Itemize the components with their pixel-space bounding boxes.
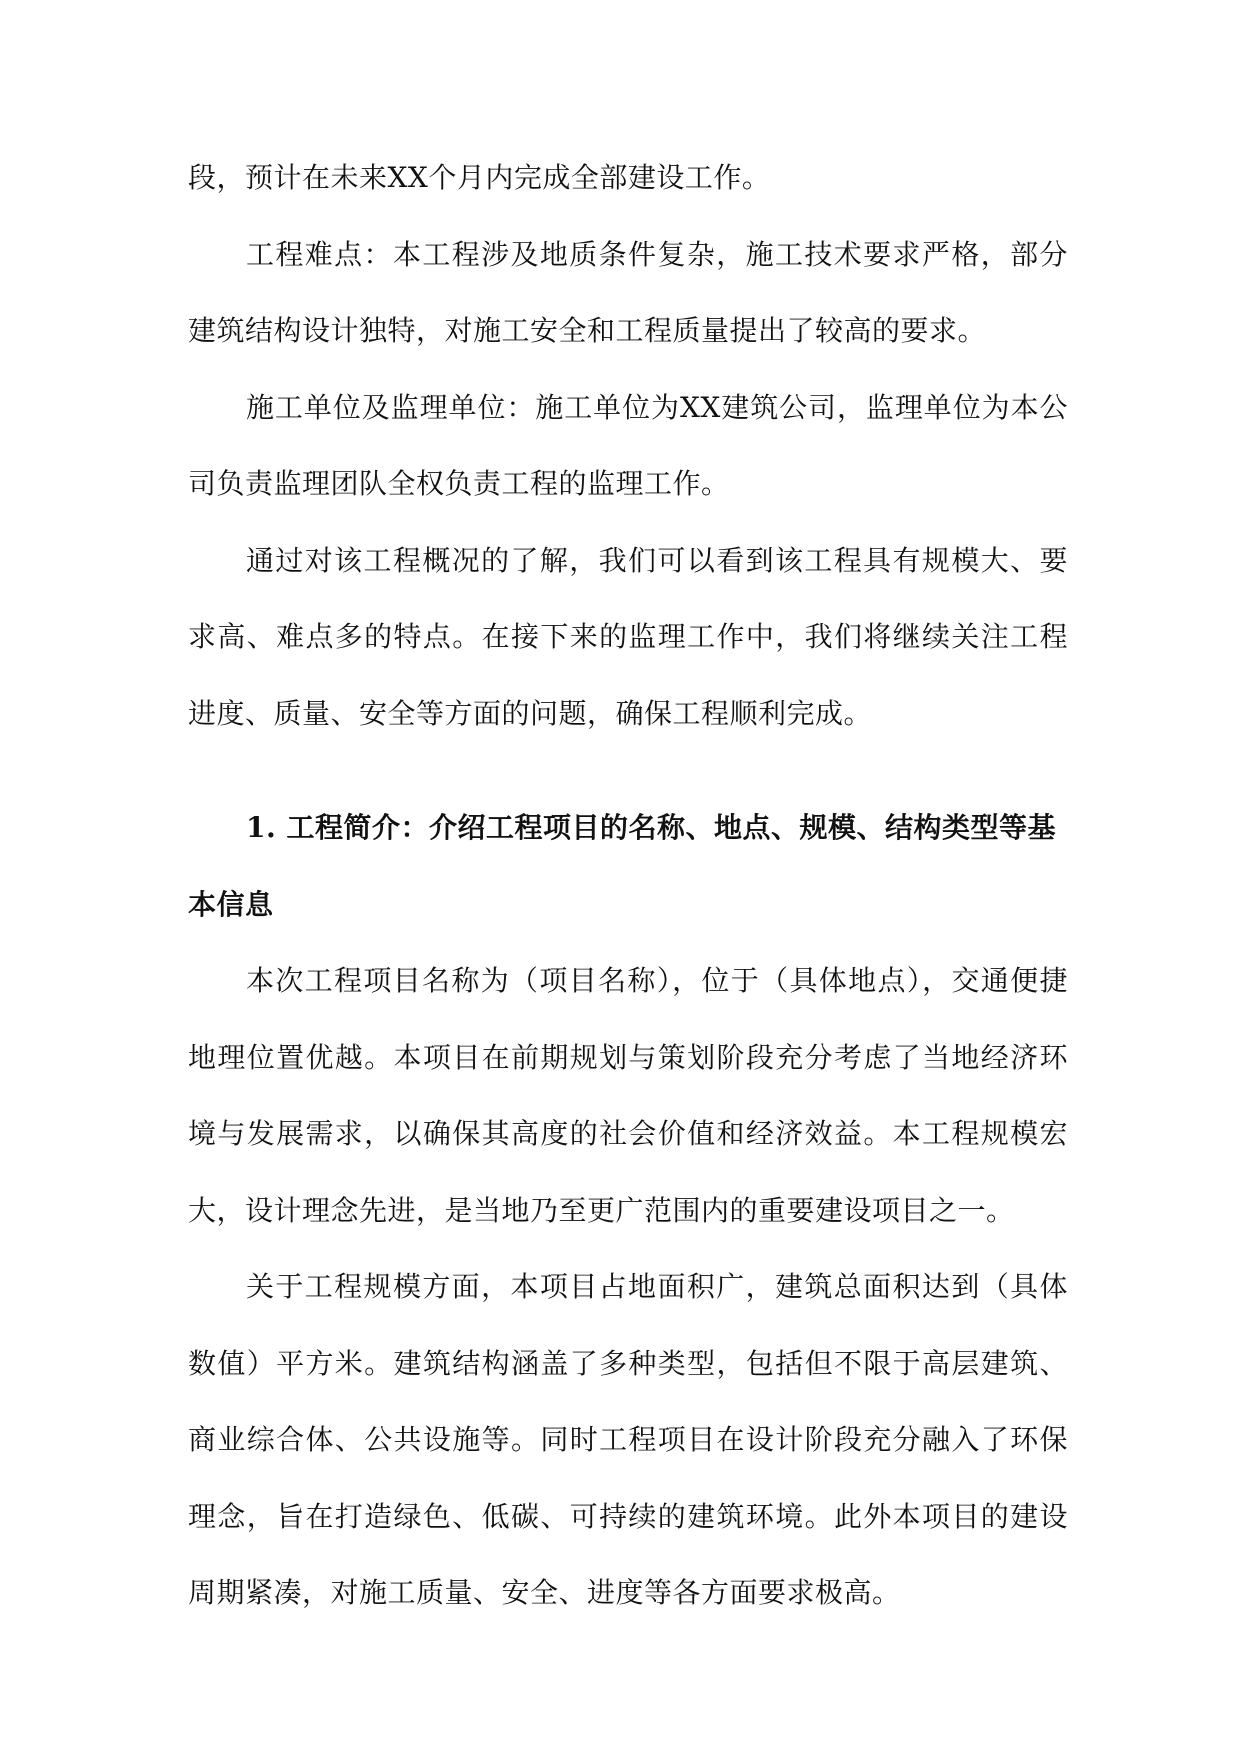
paragraph-contractors: 施工单位及监理单位：施工单位为XX建筑公司，监理单位为本公司负责监理团队全权负责工程的监理工作。 <box>188 390 1068 500</box>
paragraph-project-intro: 本次工程项目名称为（项目名称），位于（具体地点），交通便捷地理位置优越。本项目在前期规划与策划阶段充分考虑了当地经济环境与发展需求，以确保其高度的社会价值和经济效益。本工程规模宏大，设计理念先进，是当地乃至更广范围内的重要建设项目之一。 <box>188 964 1068 1227</box>
paragraph-difficulties: 工程难点：本工程涉及地质条件复杂，施工技术要求严格，部分建筑结构设计独特，对施工安全和工程质量提出了较高的要求。 <box>188 237 1068 347</box>
section-heading: 1. 工程简介：介绍工程项目的名称、地点、规模、结构类型等基本信息 <box>188 811 1056 921</box>
section-gap <box>188 752 1068 790</box>
paragraph-continuation: 段，预计在未来XX个月内完成全部建设工作。 <box>188 161 771 194</box>
paragraph-project-scale: 关于工程规模方面，本项目占地面积广，建筑总面积达到（具体数值）平方米。建筑结构涵盖了多种类型，包括但不限于高层建筑、商业综合体、公共设施等。同时工程项目在设计阶段充分融入了环保理念，旨在打造绿色、低碳、可持续的建筑环境。此外本项目的建设周期紧凑，对施工质量、安全、进度等各方面要求极高。 <box>188 1270 1068 1609</box>
paragraph-summary: 通过对该工程概况的了解，我们可以看到该工程具有规模大、要求高、难点多的特点。在接下来的监理工作中，我们将继续关注工程进度、质量、安全等方面的问题，确保工程顺利完成。 <box>188 543 1068 730</box>
document-body <box>188 140 1068 1632</box>
